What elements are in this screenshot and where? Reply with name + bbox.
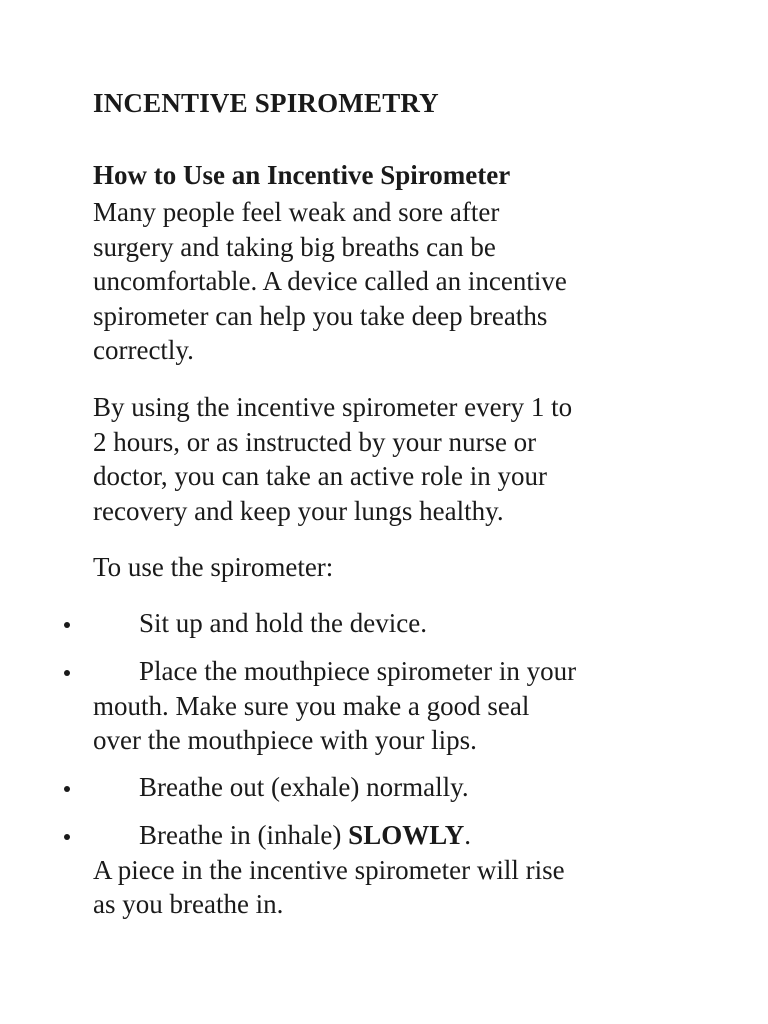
step-text: A piece in the incentive spirometer will rise (93, 854, 565, 885)
step-text-trail: . (464, 820, 471, 850)
bullet-icon (64, 622, 70, 628)
steps-intro (93, 550, 693, 585)
step-text: Sit up and hold the device. (139, 608, 427, 638)
step-text: Breathe out (exhale) normally. (139, 772, 469, 802)
step-text: mouth. Make sure you make a good seal (93, 690, 530, 721)
bullet-icon (64, 786, 70, 792)
role-line: recovery and keep your lungs healthy. (93, 495, 504, 526)
step-text: Place the mouthpiece spirometer in your (139, 656, 577, 686)
intro-line: Many people feel weak and sore after (93, 197, 500, 227)
intro-line: surgery and taking big breaths can be (93, 231, 496, 262)
intro-line: correctly. (93, 335, 194, 365)
role-line: 2 hours, or as instructed by your nurse or (93, 426, 537, 457)
bullet-icon (64, 670, 70, 676)
role-line: By using the incentive spirometer every 1 to (93, 392, 573, 422)
step-text-lead: Breathe in (inhale) (139, 820, 349, 850)
section-heading: How to Use an Incentive Spirometer (93, 160, 511, 190)
step-text: as you breathe in. (93, 889, 284, 919)
bullet-icon (64, 834, 70, 840)
steps-intro-text: To use the spirometer: (93, 552, 334, 582)
step-text: over the mouthpiece with your lips. (93, 725, 477, 755)
role-line: doctor, you can take an active role in your (93, 461, 547, 491)
role-paragraph (93, 390, 693, 528)
document-title: INCENTIVE SPIROMETRY (93, 88, 439, 118)
step-emphasis: SLOWLY (348, 820, 465, 850)
intro-line: uncomfortable. A device called an incentive (93, 266, 567, 296)
intro-paragraph (93, 195, 693, 368)
intro-line: spirometer can help you take deep breaths (93, 300, 548, 331)
